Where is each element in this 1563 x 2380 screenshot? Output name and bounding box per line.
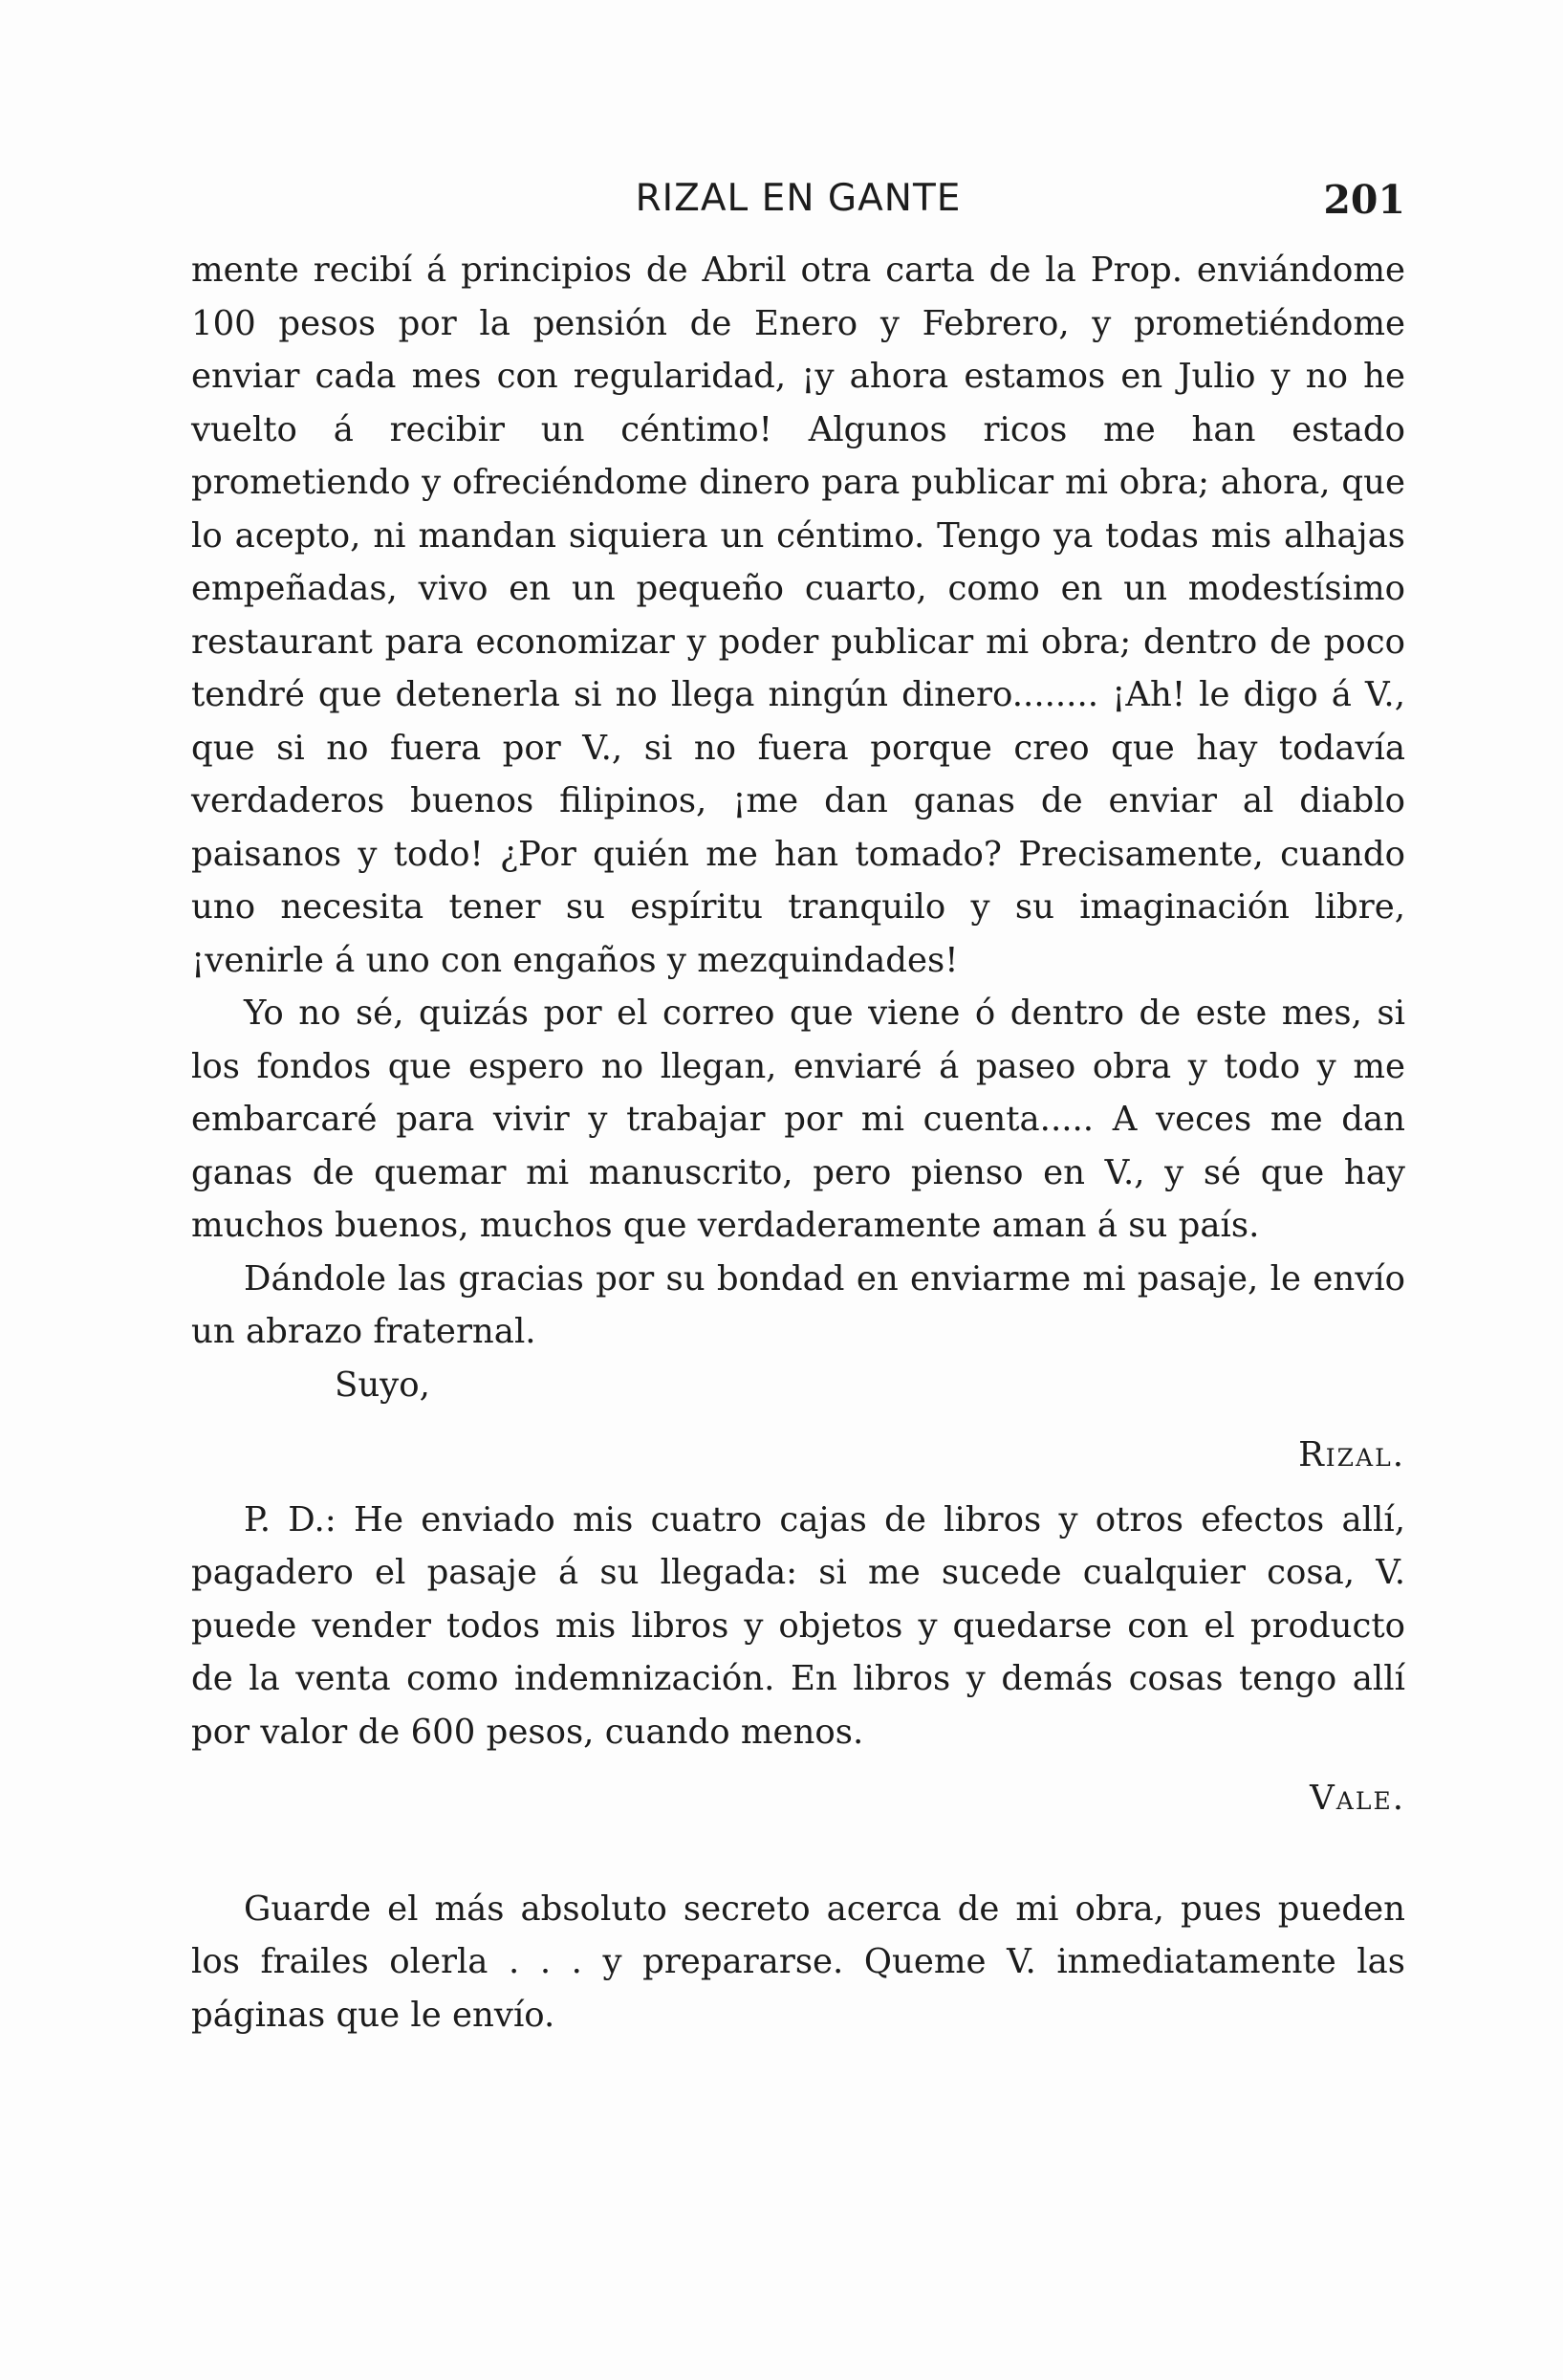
paragraph-1: mente recibí á principios de Abril otra carta de la Prop. enviándome 100 pesos por la pensión de Enero y Febrero, y prometiéndome enviar cada mes con regularidad, ¡y ahora estamos en Julio y no he vuelto á recibir un céntimo! Algunos ricos me han estado prometiendo y ofreciéndome dinero para publicar mi obra; ahora, que lo acepto, ni mandan siquiera un céntimo. Tengo ya todas mis alhajas empeñadas, vivo en un pequeño cuarto, como en un modestísimo restaurant para economizar y poder publicar mi obra; dentro de poco tendré que detenerla si no llega ningún dinero........ ¡Ah! le digo á V., que si no fuera por V., si no fuera porque creo que hay todavía verdaderos buenos filipinos, ¡me dan ganas de enviar al diablo paisanos y todo! ¿Por quién me han tomado? Precisamente, cuando uno necesita tener su espíritu tranquilo y su imaginación libre, ¡venirle á uno con engaños y mezquindades! (191, 251, 1405, 980)
running-title: RIZAL EN GANTE (635, 177, 962, 220)
postscript: P. D.: He enviado mis cuatro cajas de libros y otros efectos allí, pagadero el pasaje á su llegada: si me sucede cualquier cosa, V. puede vender todos mis libros y objetos y quedarse con el producto de la venta como indemnización. En libros y demás cosas tengo allí por valor de 600 pesos, cuando menos. (191, 1499, 1405, 1752)
paragraph-3: Dándole las gracias por su bondad en enviarme mi pasaje, le envío un abrazo fraternal. (191, 1258, 1405, 1351)
vale-signoff: Vale. (1310, 1779, 1405, 1818)
book-page (191, 177, 1405, 2042)
signature: Rizal. (1298, 1435, 1405, 1474)
closing: Suyo, (335, 1365, 430, 1405)
secrecy-note: Guarde el más absoluto secreto acerca de mi obra, pues pueden los frailes olerla . . . y prepararse. Queme V. inmediatamente las páginas que le envío. (191, 1889, 1405, 2035)
page-number: 201 (1323, 177, 1405, 223)
paragraph-2: Yo no sé, quizás por el correo que viene ó dentro de este mes, si los fondos que espero no llegan, enviaré á paseo obra y todo y me embarcaré para vivir y trabajar por mi cuenta..... A veces me dan ganas de quemar mi manuscrito, pero pienso en V., y sé que hay muchos buenos, muchos que verdaderamente aman á su país. (191, 993, 1405, 1245)
running-head (191, 177, 1405, 244)
